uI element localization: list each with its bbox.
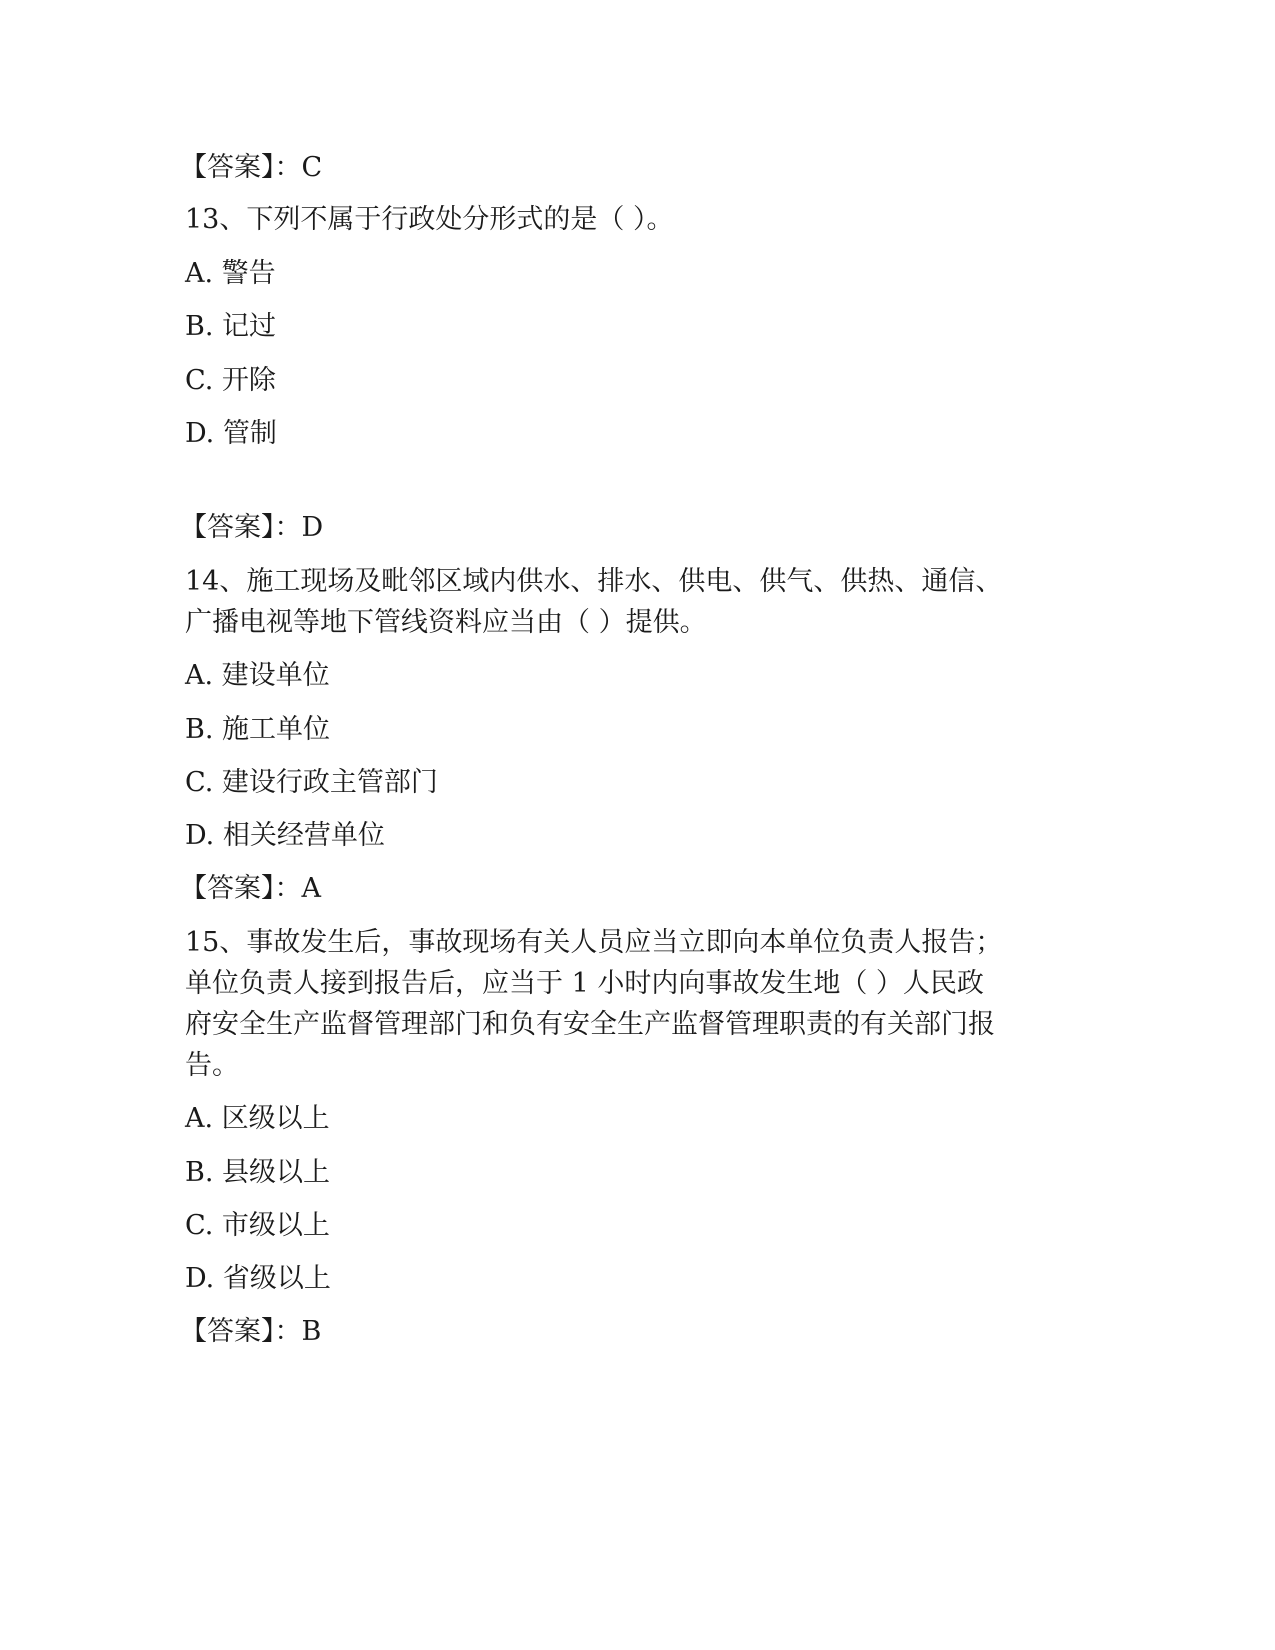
question-13-option-b: B. 记过 xyxy=(185,311,277,342)
question-15-text-line-1: 15、事故发生后，事故现场有关人员应当立即向本单位负责人报告； xyxy=(185,927,1003,958)
question-15-option-b: B. 县级以上 xyxy=(185,1157,331,1188)
question-14-option-d: D. 相关经营单位 xyxy=(185,820,385,851)
question-14-option-c: C. 建设行政主管部门 xyxy=(185,767,438,798)
question-15-text-line-3: 府安全生产监督管理部门和负有安全生产监督管理职责的有关部门报 xyxy=(185,1009,995,1040)
answer-separator: ： xyxy=(274,152,302,183)
answer-separator: ： xyxy=(274,512,302,543)
question-13-text: 13、下列不属于行政处分形式的是（ ）。 xyxy=(185,204,674,235)
question-15-option-d: D. 省级以上 xyxy=(185,1263,331,1294)
answer-line xyxy=(180,875,321,902)
question-14-option-b: B. 施工单位 xyxy=(185,714,331,745)
question-13-option-a: A. 警告 xyxy=(185,258,276,289)
question-15-text-line-4: 告。 xyxy=(185,1050,239,1081)
answer-label: 【答案】 xyxy=(180,873,275,904)
answer-label: 【答案】 xyxy=(180,512,275,543)
answer-separator: ： xyxy=(274,873,302,904)
question-15-option-a: A. 区级以上 xyxy=(185,1103,330,1134)
answer-label: 【答案】 xyxy=(180,1316,275,1347)
question-15-text-line-2: 单位负责人接到报告后，应当于 1 小时内向事故发生地（ ）人民政 xyxy=(185,968,984,999)
answer-value: B xyxy=(301,1316,322,1347)
answer-label: 【答案】 xyxy=(180,152,275,183)
question-13-option-d: D. 管制 xyxy=(185,418,277,449)
answer-line xyxy=(180,1318,321,1345)
answer-value: A xyxy=(301,873,321,904)
question-15-option-c: C. 市级以上 xyxy=(185,1210,330,1241)
question-14-text-line-2: 广播电视等地下管线资料应当由（ ）提供。 xyxy=(185,607,707,638)
answer-line xyxy=(180,154,322,181)
answer-separator: ： xyxy=(274,1316,302,1347)
question-14-text-line-1: 14、施工现场及毗邻区域内供水、排水、供电、供气、供热、通信、 xyxy=(185,566,1003,597)
answer-value: D xyxy=(301,512,324,543)
answer-value: C xyxy=(301,152,323,183)
question-14-option-a: A. 建设单位 xyxy=(185,660,330,691)
question-13-option-c: C. 开除 xyxy=(185,365,276,396)
answer-line xyxy=(180,514,323,541)
